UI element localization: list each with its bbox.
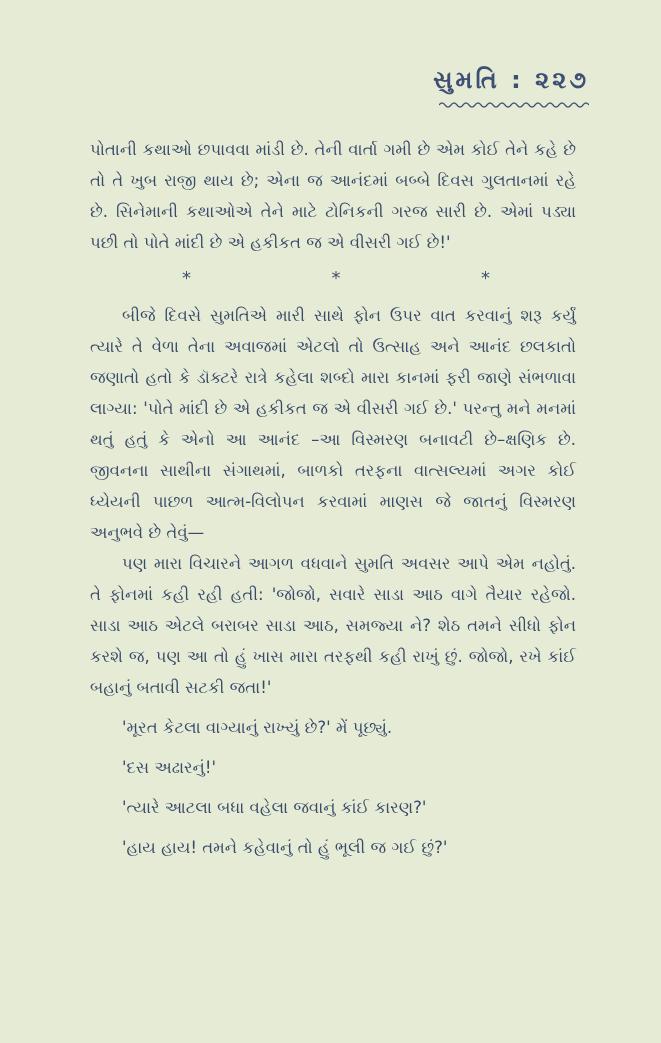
dialog-line: 'હાય હાય! તમને કહેવાનું તો હું ભૂલી જ ગઈ છું?' — [122, 838, 448, 857]
separator-asterisk: * — [182, 268, 191, 289]
paragraph: બીજે દિવસે સુમતિએ મારી સાથે ફોન ઉપર વાત કરવાનું શરૂ કર્યું ત્યારે તે વેળા તેના અવાજમાં એટલો તો ઉત્સાહ અને આનંદ છલકાતો જણાતો હતો કે ડૉક્ટરે રાત્રે કહેલા શબ્દો મારા કાનમાં ફરી જાણે સંભળાવા લાગ્યા: 'પોતે માંદી છે એ હકીકત જ એ વીસરી ગઈ છે.' પરન્તુ મને મનમાં થતું હતું કે એનો આ આનંદ –આ વિસ્મરણ બનાવટી છે–ક્ષણિક છે. જીવનના સાથીના સંગાથમાં, બાળકો તરફના વાત્સલ્યમાં અગર કોઈ ધ્યેયની પાછળ આત્મ-વિલોપન કરવામાં માણસ જે જાતનું વિસ્મરણ અનુભવે છે તેવું— — [90, 306, 576, 542]
dialog-line: 'દસ અઢારનું!' — [122, 758, 216, 777]
separator-asterisk: * — [481, 268, 490, 289]
wavy-underline-ornament — [439, 101, 589, 109]
separator-asterisk: * — [331, 268, 341, 289]
dialog-line: 'મૂરત કેટલા વાગ્યાનું રાખ્યું છે?' મેં પૂછ્યું. — [122, 718, 393, 737]
section-separator — [90, 258, 576, 300]
page-header — [433, 66, 589, 113]
page-body — [90, 134, 576, 863]
running-title: સુમતિ : ૨૨૭ — [433, 66, 589, 94]
paragraph-continued: પોતાની કથાઓ છપાવવા માંડી છે. તેની વાર્તા ગમી છે એમ કોઈ તેને કહે છે તો તે ખુબ રાજી થાય છે; એના જ આનંદમાં બબ્બે દિવસ ગુલતાનમાં રહે છે. સિનેમાની કથાઓએ તેને માટે ટોનિકની ગરજ સારી છે. એમાં પડ્યા પછી તો પોતે માંદી છે એ હકીકત જ એ વીસરી ગઈ છે!' — [90, 140, 576, 252]
paragraph: પણ મારા વિચારને આગળ વધવાને સુમતિ અવસર આપે એમ નહોતું. તે ફોનમાં કહી રહી હતી: 'જોજો, સવારે સાડા આઠ વાગે તૈયાર રહેજો. સાડા આઠ એટલે બરાબર સાડા આઠ, સમજ્યા ને? શેઠ તમને સીધો ફોન કરશે જ, પણ આ તો હું ખાસ મારા તરફથી કહી રાખું છું. જોજો, રખે કાંઈ બહાનું બતાવી સટકી જતા!' — [90, 554, 576, 697]
dialog-line: 'ત્યારે આટલા બધા વહેલા જવાનું કાંઈ કારણ?' — [122, 798, 427, 817]
